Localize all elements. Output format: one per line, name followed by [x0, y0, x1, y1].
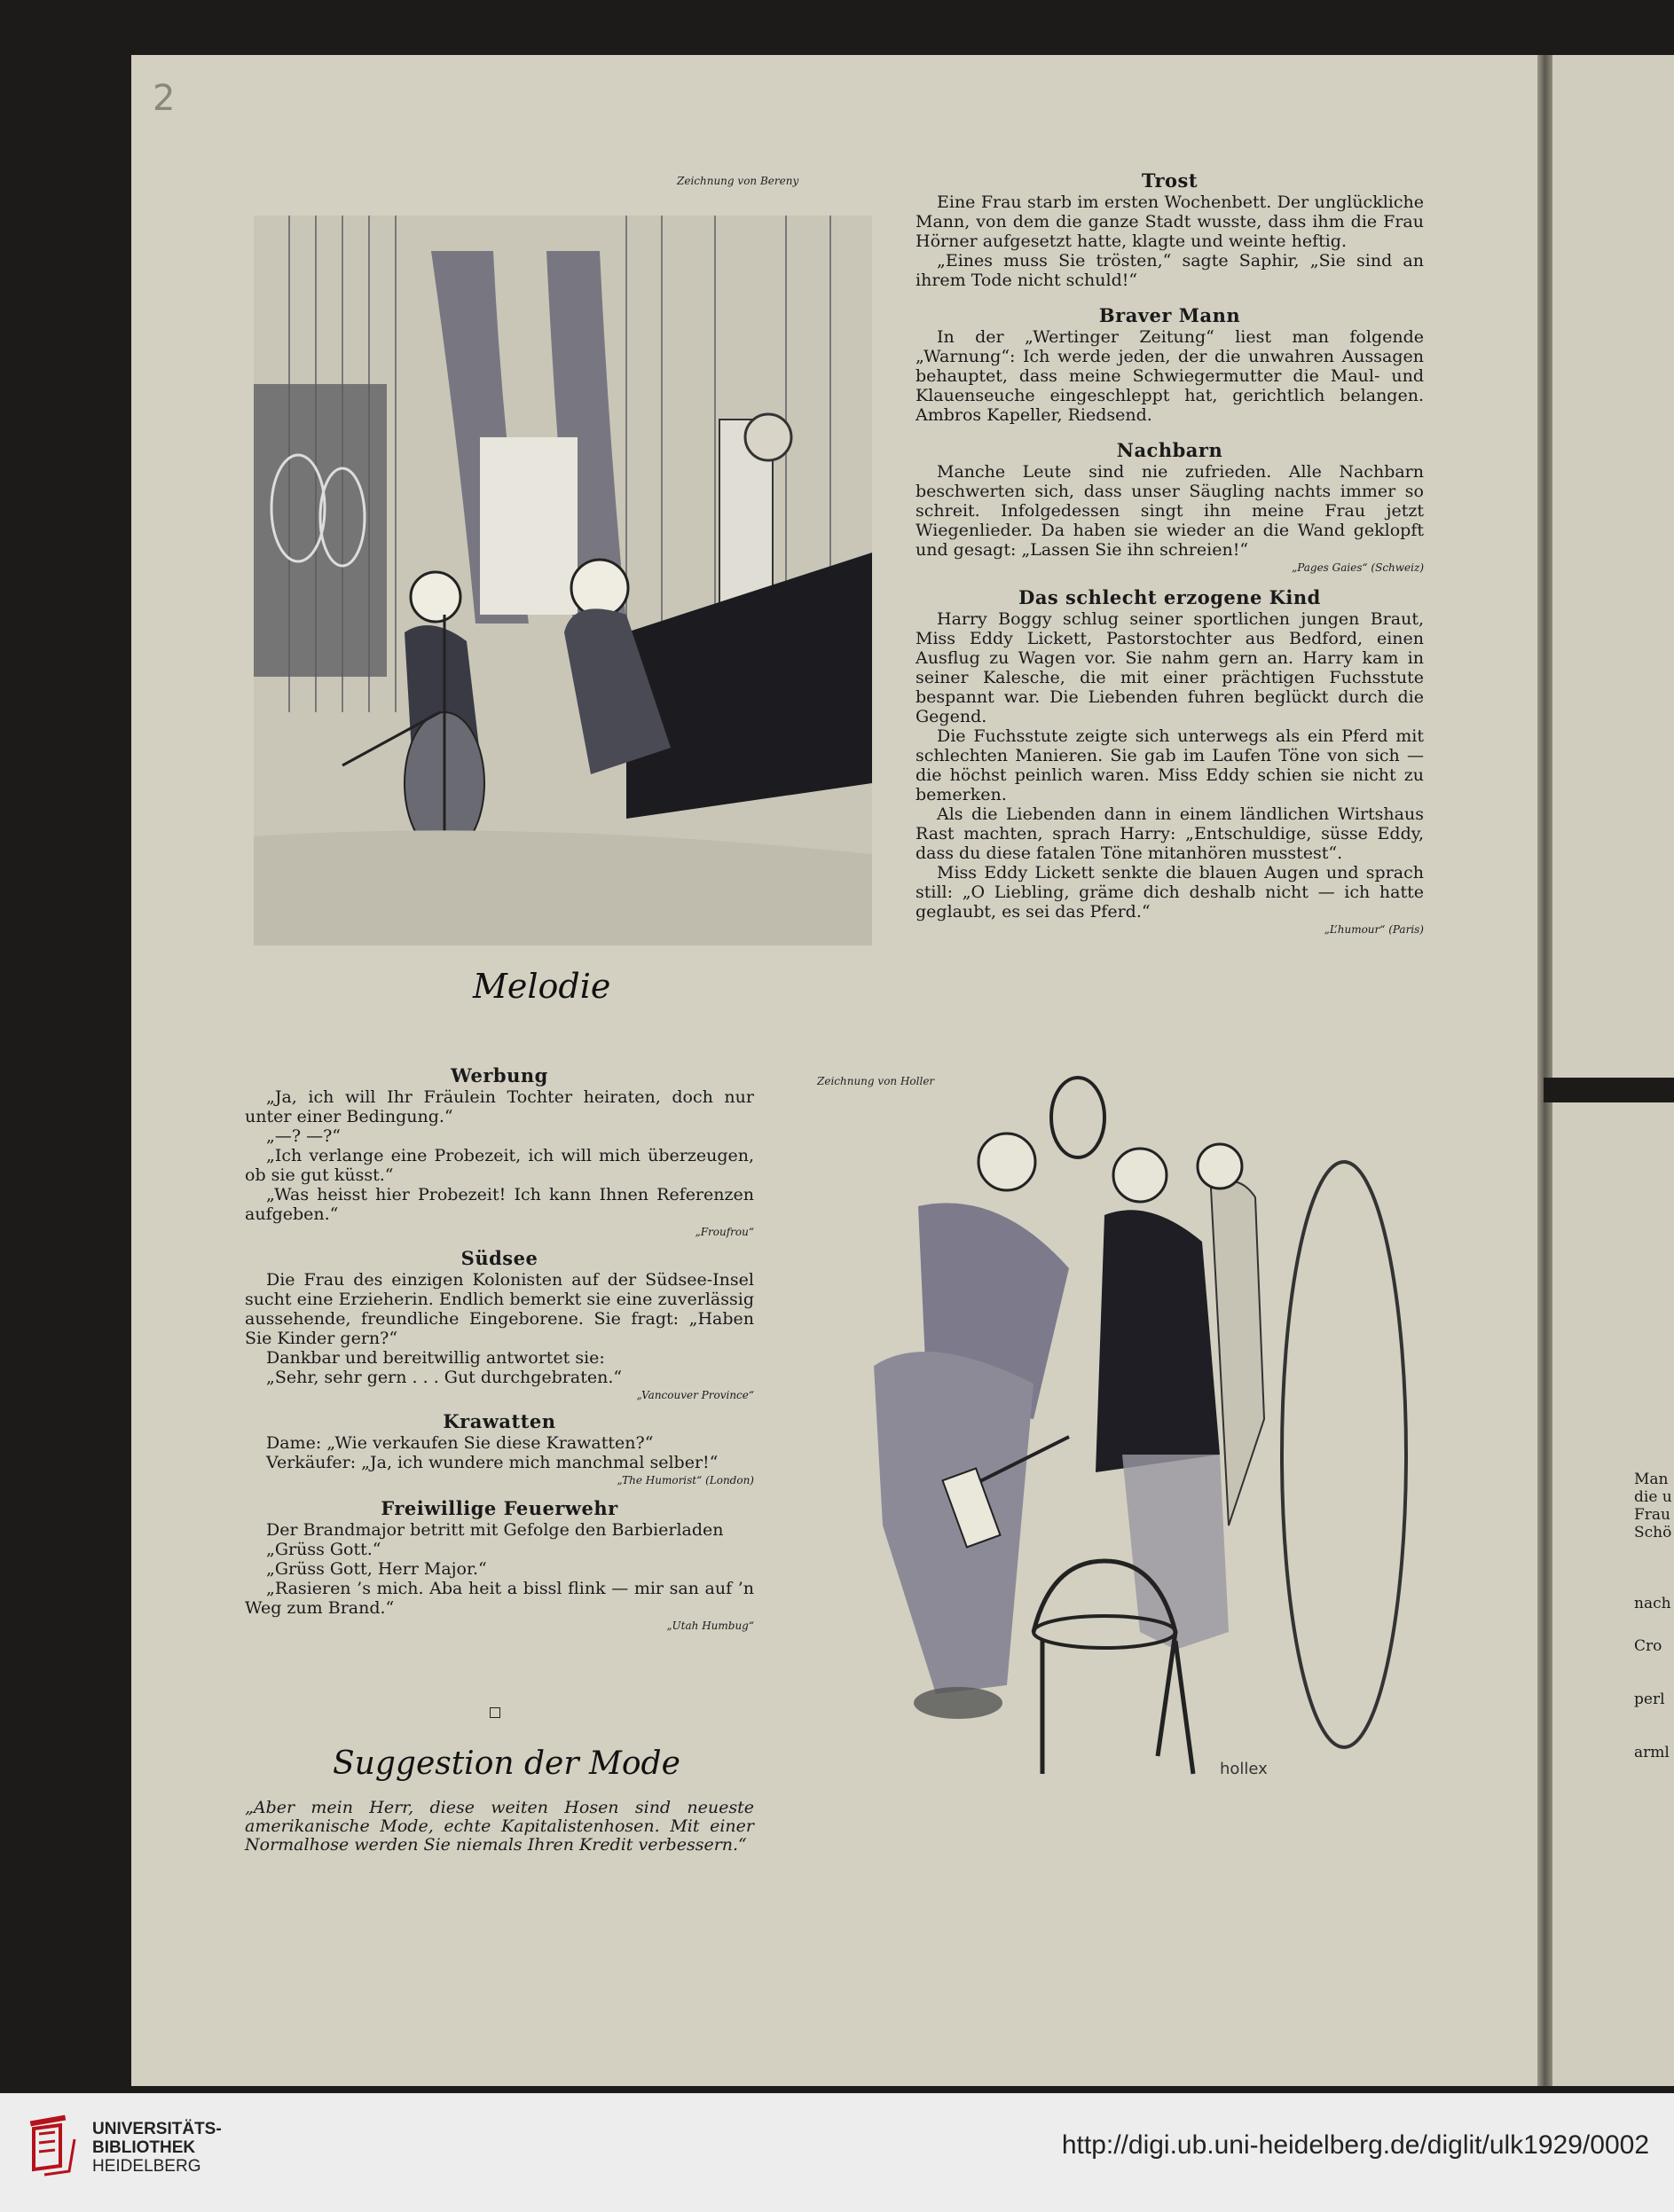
source-credit: „Vancouver Province“ [636, 1389, 754, 1401]
paragraph: „Rasieren ’s mich. Aba heit a bissl flink — mir san auf ’n Weg zum Brand.“ [245, 1579, 754, 1618]
illustration-credit: Zeichnung von Holler [817, 1075, 935, 1087]
paragraph: Verkäufer: „Ja, ich wundere mich manchmal selber!“ [266, 1453, 719, 1472]
paragraph: Die Fuchsstute zeigte sich unterwegs als ein Pferd mit schlechten Manieren. Sie gab im Laufen Töne von sich — die höchst peinlich waren. Miss Eddy schien sie nicht zu bemerken. [916, 726, 1424, 804]
heading-suggestion: Suggestion der Mode [333, 1745, 680, 1782]
heading-kind: Das schlecht erzogene Kind [1018, 586, 1321, 608]
heading-nachbarn: Nachbarn [1116, 439, 1223, 461]
source-credit: „L’humour“ (Paris) [1324, 923, 1424, 936]
paragraph: Harry Boggy schlug seiner sportlichen jungen Braut, Miss Eddy Lickett, Pastorstochter aus Bedford, einen Ausflug zu Wagen vor. Sie nahm gern an. Harry kam in seiner Kalesche, die mit einer prächtigen Fuchsstute bespannt war. Die Liebenden fuhren beglückt durch die Gegend. [916, 609, 1424, 726]
paragraph: „—? —?“ [266, 1126, 341, 1146]
suggestion-text: „Aber mein Herr, diese weiten Hosen sind neueste amerikanische Mode, echte Kapitalistenhosen. Mit einer Normalhose werden Sie niemals Ihren Kredit verbessern.“ [245, 1798, 754, 1855]
illustration-credit: Zeichnung von Bereny [677, 175, 799, 187]
paragraph: Dame: „Wie verkaufen Sie diese Krawatten?“ [266, 1433, 654, 1453]
heading-krawatten: Krawatten [443, 1410, 556, 1432]
paragraph: Eine Frau starb im ersten Wochenbett. Der unglückliche Mann, von dem die ganze Stadt wusste, dass ihm die Frau Hörner aufgesetzt hatte, klagte und weinte heftig. [916, 192, 1424, 251]
source-credit: „Pages Gaies“ (Schweiz) [1291, 561, 1424, 574]
paragraph: Manche Leute sind nie zufrieden. Alle Nachbarn beschwerten sich, dass unser Säugling nachts immer so schreit. Infolgedessen singt ihn meine Frau jetzt Wiegenlieder. Da haben sie wieder an die Wand geklopft und gesagt: „Lassen Sie ihn schreien!“ [916, 462, 1424, 560]
paragraph: Die Frau des einzigen Kolonisten auf der Südsee-Insel sucht eine Erzieherin. Endlich bemerkt sie eine zuverlässig aussehende, freundliche Eingeborene. Sie fragt: „Haben Sie Kinder gern?“ [245, 1270, 754, 1348]
paragraph: „Was heisst hier Probezeit! Ich kann Ihnen Referenzen aufgeben.“ [245, 1185, 754, 1224]
paragraph: Dankbar und bereitwillig antwortet sie: [266, 1348, 605, 1368]
library-footer [0, 2093, 1674, 2212]
paragraph: „Sehr, sehr gern . . . Gut durchgebraten.“ [266, 1368, 623, 1387]
library-name-line: HEIDELBERG [92, 2157, 201, 2176]
heading-werbung: Werbung [451, 1064, 548, 1086]
page-tear [1544, 1078, 1674, 1102]
paragraph: Miss Eddy Lickett senkte die blauen Augen und sprach still: „O Liebling, gräme dich deshalb nicht — ich hatte geglaubt, es sei das Pferd.“ [916, 863, 1424, 922]
paragraph: „Ich verlange eine Probezeit, ich will mich überzeugen, ob sie gut küsst.“ [245, 1146, 754, 1185]
paragraph: „Grüss Gott.“ [266, 1540, 381, 1559]
caption-melodie: Melodie [473, 967, 611, 1006]
page-fold [1537, 55, 1552, 2086]
paragraph: Als die Liebenden dann in einem ländlichen Wirtshaus Rast machten, sprach Harry: „Entschuldige, süsse Eddy, dass du diese fatalen Töne mitanhören musstest“. [916, 804, 1424, 863]
fragment: die u [1634, 1488, 1672, 1506]
paragraph: „Ja, ich will Ihr Fräulein Tochter heiraten, doch nur unter einer Bedingung.“ [245, 1087, 754, 1126]
adjacent-page [1552, 55, 1674, 2086]
heading-suedsee: Südsee [460, 1247, 538, 1269]
right-text-column [916, 171, 1424, 939]
library-name-line: BIBLIOTHEK [92, 2138, 196, 2157]
paragraph: „Eines muss Sie trösten,“ sagte Saphir, „Sie sind an ihrem Tode nicht schuld!“ [916, 251, 1424, 290]
paragraph: Der Brandmajor betritt mit Gefolge den Barbierladen [266, 1520, 724, 1540]
fragment: arml [1634, 1744, 1670, 1761]
heading-feuerwehr: Freiwillige Feuerwehr [381, 1497, 618, 1519]
source-credit: „Utah Humbug“ [666, 1620, 754, 1632]
fragment: nach [1634, 1595, 1671, 1612]
separator-square [490, 1707, 500, 1718]
library-name-line: UNIVERSITÄTS- [92, 2120, 222, 2138]
paragraph: „Grüss Gott, Herr Major.“ [266, 1559, 487, 1579]
library-name [92, 2120, 222, 2176]
fragment: perl [1634, 1690, 1665, 1708]
source-url-link[interactable]: http://digi.ub.uni-heidelberg.de/diglit/ulk1929/0002 [1061, 2130, 1649, 2160]
left-text-column [245, 1066, 754, 1635]
melodie-illustration [254, 216, 872, 945]
paragraph: In der „Wertinger Zeitung“ liest man folgende „Warnung“: Ich werde jeden, der die unwahren Aussagen behauptet, dass meine Schwiegermutter die Maul- und Klauenseuche eingeschleppt hat, gerichtlich belangen. Ambros Kapeller, Riedsend. [916, 327, 1424, 425]
fragment: Man [1634, 1471, 1669, 1488]
page-number: 2 [153, 78, 176, 119]
fragment: Schö [1634, 1524, 1672, 1541]
heading-braver-mann: Braver Mann [1098, 304, 1241, 326]
heading-trost: Trost [1141, 169, 1199, 192]
source-credit: „Froufrou“ [695, 1226, 754, 1238]
fragment: Frau [1634, 1506, 1671, 1524]
mode-illustration [803, 1064, 1428, 1854]
fragment: Cro [1634, 1637, 1662, 1655]
source-credit: „The Humorist“ (London) [617, 1474, 754, 1486]
library-logo-icon [25, 2113, 82, 2187]
svg-text:hollex: hollex [1220, 1760, 1268, 1778]
